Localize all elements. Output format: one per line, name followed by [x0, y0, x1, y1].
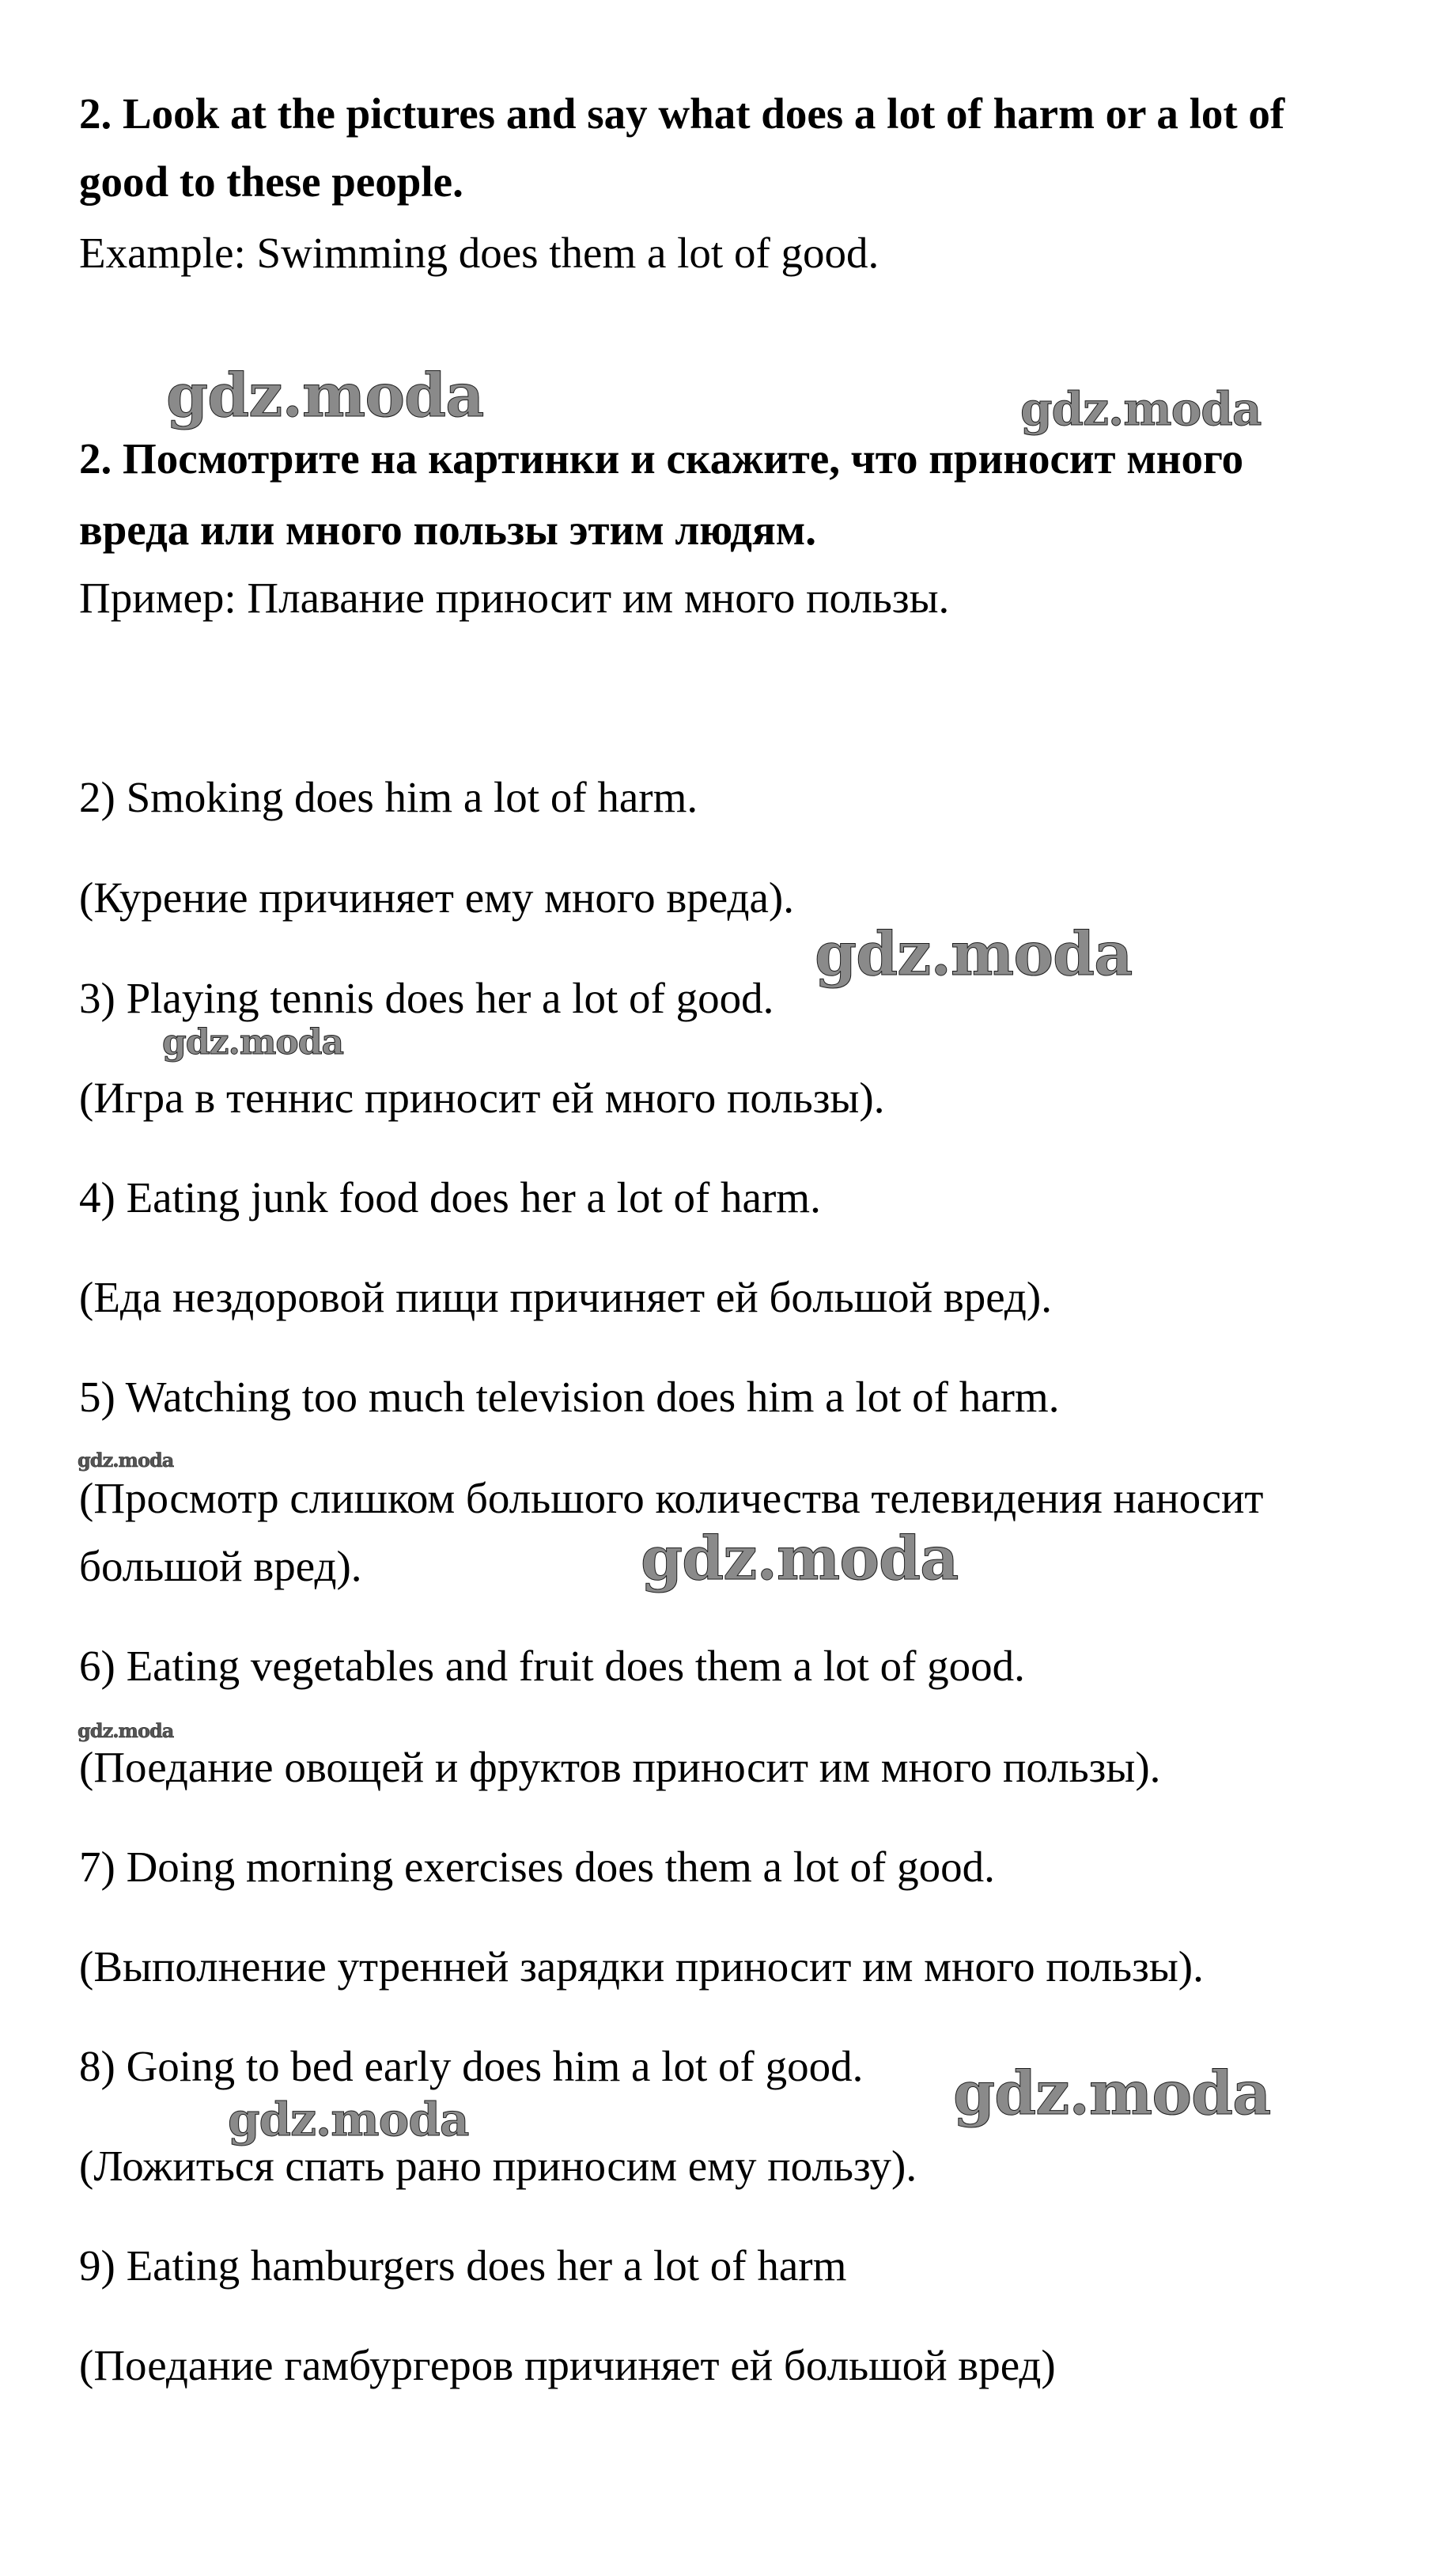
answer-6-ru: (Поедание овощей и фруктов приносит им много пользы). [79, 1743, 1161, 1791]
watermark: gdz.moda [166, 360, 484, 430]
answer-9-en: 9) Eating hamburgers does her a lot of harm [79, 2241, 847, 2290]
watermark: gdz.moda [641, 1523, 959, 1593]
task-example-en: Example: Swimming does them a lot of good. [79, 229, 879, 277]
watermark: gdz.moda [815, 919, 1133, 989]
task-title-en-line1: 2. Look at the pictures and say what does a lot of harm or a lot of [79, 89, 1285, 138]
answer-5-en: 5) Watching too much television does him a lot of harm. [79, 1373, 1060, 1421]
answer-3-en: 3) Playing tennis does her a lot of good. [79, 974, 774, 1022]
watermark: gdz.moda [78, 1449, 174, 1472]
answer-5-ru-line1: (Просмотр слишком большого количества телевидения наносит [79, 1474, 1264, 1522]
watermark: gdz.moda [953, 2058, 1271, 2128]
answer-7-en: 7) Doing morning exercises does them a lot of good. [79, 1843, 995, 1891]
answer-2-ru: (Курение причиняет ему много вреда). [79, 873, 794, 922]
answer-9-ru: (Поедание гамбургеров причиняет ей большой вред) [79, 2341, 1056, 2389]
task-title-ru-line2: вреда или много пользы этим людям. [79, 506, 816, 554]
answer-4-ru: (Еда нездоровой пищи причиняет ей большой вред). [79, 1273, 1052, 1321]
answer-4-en: 4) Eating junk food does her a lot of harm. [79, 1173, 821, 1222]
answer-7-ru: (Выполнение утренней зарядки приносит им много пользы). [79, 1942, 1204, 1991]
watermark: gdz.moda [78, 1719, 174, 1742]
task-title-en-line2: good to these people. [79, 157, 463, 206]
watermark: gdz.moda [162, 1022, 344, 1063]
answer-8-ru: (Ложиться спать рано приносим ему пользу). [79, 2142, 917, 2190]
answer-6-en: 6) Eating vegetables and fruit does them a lot of good. [79, 1642, 1025, 1690]
task-title-ru-line1: 2. Посмотрите на картинки и скажите, что приносит много [79, 434, 1244, 483]
answer-3-ru: (Игра в теннис приносит ей много пользы). [79, 1074, 885, 1122]
answer-8-en: 8) Going to bed early does him a lot of good. [79, 2042, 864, 2090]
watermark: gdz.moda [228, 2093, 469, 2146]
watermark: gdz.moda [1020, 382, 1262, 436]
task-example-ru: Пример: Плавание приносит им много пользы. [79, 574, 950, 622]
answer-2-en: 2) Smoking does him a lot of harm. [79, 773, 698, 821]
answer-5-ru-line2: большой вред). [79, 1542, 362, 1590]
